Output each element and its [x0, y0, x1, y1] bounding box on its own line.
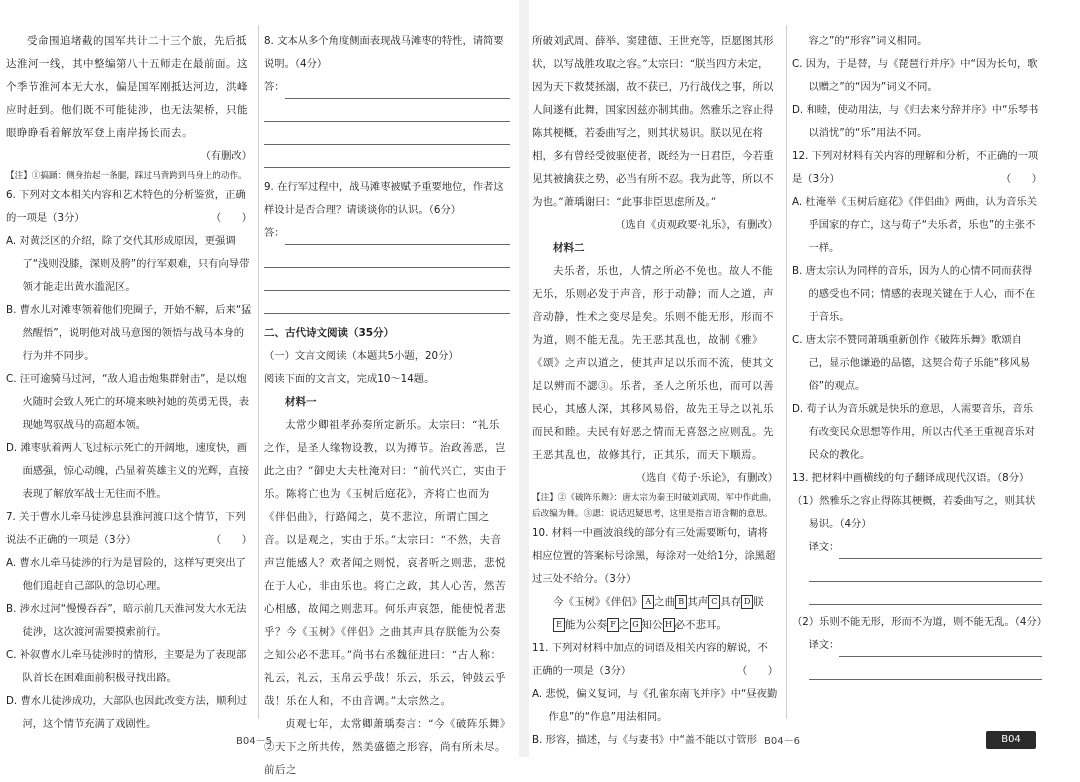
material-2-title: 材料二 [553, 242, 585, 254]
q7-option-d: D. 曹水儿徒涉成功，大部队也因此改变方法，顺利过河，这个情节充满了戏剧性。 [6, 695, 248, 730]
material-1-paragraph: 太常少卿祖孝孙奏所定新乐。太宗曰：“礼乐之作，是圣人缘物设教，以为撙节。治政善恶，岂此之由？”御史大夫杜淹对曰：“前代兴亡，实由于乐。陈将亡也为《玉树后庭花》，齐将亡也而为《伴侣曲》，行路闻之，莫不悲泣，所谓亡国之音。以是观之，实由于乐。”太宗曰：“不然，夫音声岂能感人？欢者闻之则悦，哀者听之则悲，悲悦在于人心，非由乐也。将亡之政，其人心苦，然苦心相感，故闻之则悲耳。何乐声哀怨，能使悦者悲乎？今《玉树》《伴侣》之曲其声具存朕能为公奏之知公必不悲耳。”尚书右丞魏征进曰：“古人称：礼云，礼云，玉帛云乎哉！乐云，乐云，钟鼓云乎哉！乐在人和，不由音调。”太宗然之。 [264, 419, 507, 707]
subsection-heading: （一）文言文阅读（本题共5小题，20分） [264, 350, 459, 362]
answer-line[interactable] [264, 245, 510, 268]
break-option-a[interactable]: A [642, 595, 654, 609]
answer-line[interactable] [264, 291, 510, 314]
source-note: （有删改） [200, 150, 252, 162]
q11-option-b-continued: 容之”的“形容”词义相同。 [808, 35, 928, 47]
column-4 [792, 30, 1048, 717]
section-heading: 二、古代诗文阅读（35分） [264, 327, 395, 339]
q6-option-a: A. 对黄泛区的介绍，除了交代其形成原因，更强调了“浅则没膝，深则及胯”的行军艰难，只有向导带领才能走出黄水滥泥区。 [6, 235, 250, 293]
q12-option-c: C. 唐太宗不赞同萧瑀重新创作《破阵乐舞》歌颂自己，显示他谦逊的品德，这契合荀子乐能“移风易俗”的观点。 [792, 334, 1031, 392]
answer-line[interactable] [264, 122, 510, 145]
break-option-c[interactable]: C [708, 595, 720, 609]
question-7-stem: 7. 关于曹水儿牵马徒涉息县淮河渡口这个情节，下列说法不正确的一项是（3分） （ ） [6, 511, 252, 546]
material-1-continued: 所破刘武周、薛举、窦建德、王世充等，臣愿图其形状，以写战胜攻取之容。”太宗曰：“朕当四方未定，因为天下救焚拯溺，故不获已，乃行战伐之事，所以人间遂有此舞，国家因兹亦制其曲。然雅乐之容止得陈其梗概，若委曲写之，则其状易识。朕以见在将相，多有曾经受彼驱使者，既经为一日君臣，今若重见其被擒获之势，必当有所不忍。我为此等，所以不为也。”萧瑀谢曰：“此事非臣思虑所及。” [532, 35, 774, 208]
column-2 [264, 30, 510, 776]
column-divider [258, 25, 259, 719]
q13-translation-2[interactable]: 译文： [792, 634, 1042, 657]
column-1 [6, 30, 252, 730]
question-6-stem: 6. 下列对文本相关内容和艺术特色的分析鉴赏，正确的一项是（3分） （ ） [6, 189, 252, 224]
footnote: 【注】②《破阵乐舞》：唐太宗为秦王时破刘武周，军中作此曲，后改编为舞。③諰：说话迟疑思考，这里是指言语含糊的意思。 [532, 493, 777, 519]
footnote: 【注】①搞踊：侧身抬起一条腿，踩过马背跨到马身上的动作。 [6, 171, 247, 181]
answer-line[interactable] [264, 268, 510, 291]
break-option-g[interactable]: G [630, 618, 642, 632]
material-1-title: 材料一 [285, 396, 317, 408]
break-option-h[interactable]: H [663, 618, 675, 632]
q8-answer-area[interactable]: 答： [264, 76, 510, 99]
q13-sentence-2: （2）乐则不能无形，形而不为道，则不能无乱。（4分） [792, 616, 1048, 628]
source-note: （选自《荀子·乐论》，有删改） [635, 472, 778, 484]
q7-option-a: A. 曹水儿牵马徒涉的行为是冒险的，这样写更突出了他们追赶自己部队的急切心理。 [6, 557, 246, 592]
page-badge: B04 [986, 731, 1036, 749]
q13-translation-1[interactable]: 译文： [792, 536, 1042, 559]
page-number-left: B04－5 [236, 736, 272, 747]
q7-option-c: C. 补叙曹水儿牵马徒涉时的情形，主要是为了表现部队首长在困难面前积极寻找出路。 [6, 649, 247, 684]
question-8-stem: 8. 文本从多个角度侧面表现战马滩枣的特性，请简要说明。（4分） [264, 35, 504, 70]
q11-option-c: C. 因为，于是替，与《琵琶行并序》中“因为长句，歌以赠之”的“因为”词义不同。 [792, 58, 1038, 93]
question-11-stem: 11. 下列对材料中加点的词语及相关内容的解说，不正确的一项是（3分） （ ） [532, 642, 778, 677]
reading-instruction: 阅读下面的文言文，完成10～14题。 [264, 373, 435, 385]
answer-line[interactable] [264, 145, 510, 168]
page-gutter [519, 0, 529, 757]
answer-line[interactable] [809, 657, 1042, 680]
question-9-stem: 9. 在行军过程中，战马滩枣被赋予重要地位，作者这样设计是否合理？请谈谈你的认识。（6分） [264, 181, 504, 216]
source-note: （选自《贞观政要·礼乐》，有删改） [615, 219, 778, 231]
q6-option-c: C. 汪可逾骑马过河，“敌人追击炮集群射击”，是以炮火随时会致人死亡的环境来映衬她的英勇无畏，表现她驾驭战马的高超本领。 [6, 373, 249, 431]
question-12-stem: 12. 下列对材料有关内容的理解和分析，不正确的一项是（3分） （ ） [792, 150, 1042, 185]
q10-sentence: 今《玉树》《伴侣》 A 之曲 B 其声 C 具存 D 朕 E 能为公奏 F 之 G 知公 H 必不悲耳。 [553, 596, 764, 631]
q9-answer-area[interactable]: 答： [264, 222, 510, 245]
q7-option-b: B. 涉水过河“慢慢吞吞”，暗示前几天淮河发大水无法徒涉，这次渡河需要摸索前行。 [6, 603, 247, 638]
question-10-stem: 10. 材料一中画波浪线的部分有三处需要断句，请将相应位置的答案标号涂黑，每涂对一处给1分，涂黑超过三处不给分。（3分） [532, 527, 776, 585]
q6-option-b: B. 曹水儿对滩枣领着他们兜圈子，开始不解，后来“猛然醒悟”，说明他对战马意图的领悟与战马本身的行为并不同步。 [6, 304, 252, 362]
q11-option-a: A. 悲悦，偏义复词，与《孔雀东南飞并序》中“昼夜勤作息”的“作息”用法相同。 [532, 688, 778, 723]
column-3 [532, 30, 778, 746]
q13-sentence-1: （1）然雅乐之容止得陈其梗概，若委曲写之，则其状易识。（4分） [792, 495, 1036, 530]
material-1-paragraph: 贞观七年，太常卿萧瑀奏言：“今《破阵乐舞》②天下之所共传，然美盛德之形容，尚有所未尽。前后之 [264, 718, 506, 776]
story-paragraph: 受命围追堵截的国军共计二十三个旅，先后抵达淮河一线，其中整编第八十五师走在最前面。这个季节淮河本无大水，偏是国军刚抵达河边，洪峰应时赶到。他们既不可能徒涉，也无法架桥，只能眼睁睁看着解放军登上南岸扬长而去。 [6, 35, 248, 139]
break-option-e[interactable]: E [553, 618, 565, 632]
q12-option-d: D. 荀子认为音乐就是快乐的意思，人需要音乐，音乐有改变民众思想等作用，所以古代圣王重视音乐对民众的教化。 [792, 403, 1035, 461]
material-2-paragraph: 夫乐者，乐也，人情之所必不免也。故人不能无乐，乐则必发于声音，形于动静；而人之道，声音动静，性术之变尽是矣。乐则不能无形，形而不为道，则不能无乱。先王恶其乱也，故制《雅》《颂》之声以道之，使其声足以乐而不流，使其文足以辨而不諰③。乐者，圣人之所乐也，而可以善民心，其感人深，其移风易俗，故先王导之以礼乐而民和睦。夫民有好恶之情而无喜怒之应则乱。先王恶其乱也，故修其行，正其乐，而天下顺焉。 [532, 265, 774, 461]
column-divider [786, 25, 787, 719]
break-option-f[interactable]: F [607, 618, 619, 632]
q12-option-b: B. 唐太宗认为同样的音乐，因为人的心情不同而获得的感受也不同；情感的表现关键在于人心，而不在于音乐。 [792, 265, 1035, 323]
answer-line[interactable] [809, 582, 1042, 605]
question-13-stem: 13. 把材料中画横线的句子翻译成现代汉语。（8分） [792, 472, 1030, 484]
q11-option-b: B. 形容，描述，与《与妻书》中“盖不能以寸管形 [532, 734, 757, 746]
answer-line[interactable] [264, 99, 510, 122]
q12-option-a: A. 杜淹举《玉树后庭花》《伴侣曲》两曲，认为音乐关乎国家的存亡，这与荀子“夫乐者，乐也”的主张不一样。 [792, 196, 1038, 254]
page-number-right: B04－6 [764, 736, 800, 747]
q6-option-d: D. 滩枣驮着两人飞过标示死亡的开阔地，速度快，画面感强，惊心动魄，凸显着英雄主义的光辉，直接表现了解放军战士无往而不胜。 [6, 442, 249, 500]
break-option-d[interactable]: D [741, 595, 753, 609]
break-option-b[interactable]: B [675, 595, 687, 609]
q11-option-d: D. 和睦，使动用法，与《归去来兮辞并序》中“乐琴书以消忧”的“乐”用法不同。 [792, 104, 1039, 139]
answer-line[interactable] [809, 559, 1042, 582]
